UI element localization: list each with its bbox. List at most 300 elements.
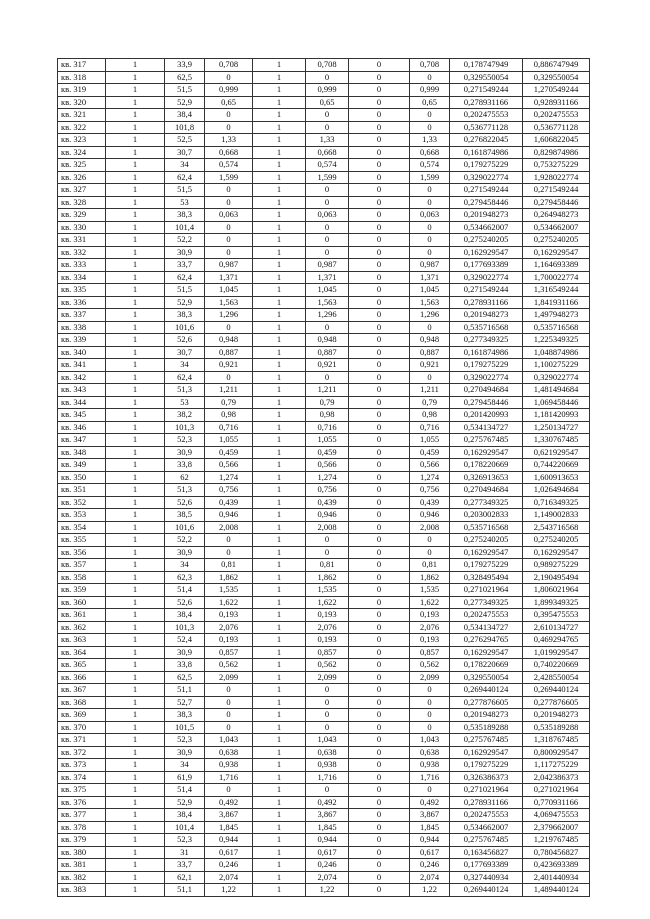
- share-cell: 0,534134727: [450, 621, 523, 634]
- apartment-cell: кв. 324: [58, 146, 106, 159]
- zero-cell: 0: [349, 159, 410, 172]
- value-repeat-cell: 0,668: [306, 146, 349, 159]
- zero-cell: 0: [349, 459, 410, 472]
- sum-cell: 0,271549244: [523, 184, 590, 197]
- share-cell: 0,329022774: [450, 171, 523, 184]
- area-cell: 34: [165, 759, 205, 772]
- factor-cell: 1: [253, 371, 306, 384]
- share-cell: 0,534134727: [450, 421, 523, 434]
- apartment-cell: кв. 375: [58, 784, 106, 797]
- area-cell: 51,3: [165, 484, 205, 497]
- value-repeat-cell: 1,274: [306, 471, 349, 484]
- zero-cell: 0: [349, 196, 410, 209]
- value-repeat-cell: 0,98: [306, 409, 349, 422]
- value-total-cell: 0,946: [410, 509, 450, 522]
- share-cell: 0,275767485: [450, 834, 523, 847]
- factor-cell: 1: [253, 771, 306, 784]
- count-cell: 1: [106, 484, 165, 497]
- apartment-cell: кв. 361: [58, 609, 106, 622]
- apartment-cell: кв. 334: [58, 271, 106, 284]
- value-cell: 0,81: [205, 559, 253, 572]
- value-repeat-cell: 0,79: [306, 396, 349, 409]
- factor-cell: 1: [253, 346, 306, 359]
- value-repeat-cell: 0,887: [306, 346, 349, 359]
- value-repeat-cell: 0: [306, 221, 349, 234]
- area-cell: 33,9: [165, 59, 205, 72]
- count-cell: 1: [106, 671, 165, 684]
- share-cell: 0,275767485: [450, 434, 523, 447]
- share-cell: 0,278931166: [450, 96, 523, 109]
- sum-cell: 0,329022774: [523, 371, 590, 384]
- share-cell: 0,179275229: [450, 559, 523, 572]
- apartment-cell: кв. 325: [58, 159, 106, 172]
- sum-cell: 0,928931166: [523, 96, 590, 109]
- value-cell: 0,459: [205, 446, 253, 459]
- value-cell: 0,987: [205, 259, 253, 272]
- count-cell: 1: [106, 884, 165, 897]
- area-cell: 62,1: [165, 871, 205, 884]
- table-row: [58, 496, 590, 509]
- area-cell: 52,2: [165, 234, 205, 247]
- value-cell: 0: [205, 234, 253, 247]
- share-cell: 0,269440124: [450, 884, 523, 897]
- factor-cell: 1: [253, 409, 306, 422]
- value-repeat-cell: 0,193: [306, 609, 349, 622]
- area-cell: 38,3: [165, 209, 205, 222]
- table-row: [58, 259, 590, 272]
- area-cell: 51,5: [165, 284, 205, 297]
- value-total-cell: 0,708: [410, 59, 450, 72]
- value-repeat-cell: 0: [306, 71, 349, 84]
- table-row: [58, 346, 590, 359]
- value-total-cell: 1,22: [410, 884, 450, 897]
- value-cell: 0: [205, 71, 253, 84]
- count-cell: 1: [106, 446, 165, 459]
- share-cell: 0,201420993: [450, 409, 523, 422]
- value-cell: 0,562: [205, 659, 253, 672]
- value-repeat-cell: 0,999: [306, 84, 349, 97]
- count-cell: 1: [106, 159, 165, 172]
- apartment-cell: кв. 320: [58, 96, 106, 109]
- value-repeat-cell: 0,566: [306, 459, 349, 472]
- value-cell: 1,296: [205, 309, 253, 322]
- sum-cell: 0,395475553: [523, 609, 590, 622]
- zero-cell: 0: [349, 209, 410, 222]
- value-total-cell: 1,211: [410, 384, 450, 397]
- table-row: [58, 396, 590, 409]
- value-total-cell: 0,944: [410, 834, 450, 847]
- value-total-cell: 0: [410, 234, 450, 247]
- sum-cell: 1,270549244: [523, 84, 590, 97]
- count-cell: 1: [106, 71, 165, 84]
- area-cell: 30,9: [165, 646, 205, 659]
- value-total-cell: 0,999: [410, 84, 450, 97]
- count-cell: 1: [106, 334, 165, 347]
- factor-cell: 1: [253, 171, 306, 184]
- table-row: [58, 621, 590, 634]
- count-cell: 1: [106, 434, 165, 447]
- factor-cell: 1: [253, 571, 306, 584]
- value-total-cell: 0,246: [410, 859, 450, 872]
- value-cell: 0,938: [205, 759, 253, 772]
- zero-cell: 0: [349, 259, 410, 272]
- share-cell: 0,536771128: [450, 121, 523, 134]
- value-cell: 0: [205, 534, 253, 547]
- sum-cell: 1,100275229: [523, 359, 590, 372]
- area-cell: 52,9: [165, 296, 205, 309]
- value-total-cell: 1,622: [410, 596, 450, 609]
- table-row: [58, 659, 590, 672]
- zero-cell: 0: [349, 659, 410, 672]
- table-row: [58, 596, 590, 609]
- area-cell: 33,7: [165, 859, 205, 872]
- value-cell: 0: [205, 709, 253, 722]
- value-total-cell: 0,938: [410, 759, 450, 772]
- value-total-cell: 0: [410, 321, 450, 334]
- count-cell: 1: [106, 246, 165, 259]
- count-cell: 1: [106, 721, 165, 734]
- table-row: [58, 184, 590, 197]
- sum-cell: 0,800929547: [523, 746, 590, 759]
- share-cell: 0,276294765: [450, 634, 523, 647]
- sum-cell: 0,829874986: [523, 146, 590, 159]
- area-cell: 38,5: [165, 509, 205, 522]
- share-cell: 0,178220669: [450, 459, 523, 472]
- table-row: [58, 421, 590, 434]
- zero-cell: 0: [349, 734, 410, 747]
- count-cell: 1: [106, 346, 165, 359]
- factor-cell: 1: [253, 284, 306, 297]
- sum-cell: 0,716349325: [523, 496, 590, 509]
- value-total-cell: 3,867: [410, 809, 450, 822]
- count-cell: 1: [106, 96, 165, 109]
- factor-cell: 1: [253, 84, 306, 97]
- sum-cell: 0,271021964: [523, 784, 590, 797]
- value-repeat-cell: 0,756: [306, 484, 349, 497]
- sum-cell: 0,275240205: [523, 534, 590, 547]
- table-row: [58, 309, 590, 322]
- value-total-cell: 0: [410, 534, 450, 547]
- zero-cell: 0: [349, 309, 410, 322]
- sum-cell: 0,279458446: [523, 196, 590, 209]
- zero-cell: 0: [349, 371, 410, 384]
- sum-cell: 1,219767485: [523, 834, 590, 847]
- area-cell: 30,7: [165, 146, 205, 159]
- share-cell: 0,162929547: [450, 746, 523, 759]
- value-total-cell: 0,439: [410, 496, 450, 509]
- count-cell: 1: [106, 534, 165, 547]
- table-row: [58, 59, 590, 72]
- apartment-cell: кв. 319: [58, 84, 106, 97]
- table-row: [58, 634, 590, 647]
- zero-cell: 0: [349, 71, 410, 84]
- value-cell: 0,857: [205, 646, 253, 659]
- apartment-cell: кв. 370: [58, 721, 106, 734]
- area-cell: 38,4: [165, 609, 205, 622]
- value-repeat-cell: 0: [306, 246, 349, 259]
- share-cell: 0,534662007: [450, 821, 523, 834]
- apartment-cell: кв. 322: [58, 121, 106, 134]
- table-row: [58, 871, 590, 884]
- apartment-cell: кв. 333: [58, 259, 106, 272]
- zero-cell: 0: [349, 609, 410, 622]
- apartment-cell: кв. 381: [58, 859, 106, 872]
- zero-cell: 0: [349, 334, 410, 347]
- count-cell: 1: [106, 871, 165, 884]
- factor-cell: 1: [253, 71, 306, 84]
- sum-cell: 2,543716568: [523, 521, 590, 534]
- value-repeat-cell: 1,296: [306, 309, 349, 322]
- share-cell: 0,277349325: [450, 496, 523, 509]
- value-cell: 0: [205, 221, 253, 234]
- count-cell: 1: [106, 559, 165, 572]
- count-cell: 1: [106, 284, 165, 297]
- sum-cell: 0,753275229: [523, 159, 590, 172]
- zero-cell: 0: [349, 296, 410, 309]
- sum-cell: 0,740220669: [523, 659, 590, 672]
- factor-cell: 1: [253, 884, 306, 897]
- share-cell: 0,179275229: [450, 759, 523, 772]
- zero-cell: 0: [349, 534, 410, 547]
- area-cell: 52,3: [165, 834, 205, 847]
- table-row: [58, 134, 590, 147]
- factor-cell: 1: [253, 234, 306, 247]
- value-repeat-cell: 0,948: [306, 334, 349, 347]
- share-cell: 0,271549244: [450, 284, 523, 297]
- count-cell: 1: [106, 471, 165, 484]
- sum-cell: 1,048874986: [523, 346, 590, 359]
- value-total-cell: 0,063: [410, 209, 450, 222]
- count-cell: 1: [106, 459, 165, 472]
- value-total-cell: 0: [410, 196, 450, 209]
- factor-cell: 1: [253, 671, 306, 684]
- count-cell: 1: [106, 209, 165, 222]
- area-cell: 30,7: [165, 346, 205, 359]
- table-row: [58, 146, 590, 159]
- share-cell: 0,535716568: [450, 521, 523, 534]
- value-repeat-cell: 1,862: [306, 571, 349, 584]
- count-cell: 1: [106, 496, 165, 509]
- value-repeat-cell: 0: [306, 184, 349, 197]
- area-cell: 38,4: [165, 809, 205, 822]
- value-cell: 1,211: [205, 384, 253, 397]
- area-cell: 62,3: [165, 571, 205, 584]
- zero-cell: 0: [349, 559, 410, 572]
- value-repeat-cell: 0,246: [306, 859, 349, 872]
- factor-cell: 1: [253, 684, 306, 697]
- count-cell: 1: [106, 821, 165, 834]
- table-row: [58, 571, 590, 584]
- apartment-cell: кв. 327: [58, 184, 106, 197]
- value-total-cell: 1,862: [410, 571, 450, 584]
- value-repeat-cell: 0,987: [306, 259, 349, 272]
- zero-cell: 0: [349, 409, 410, 422]
- value-cell: 0,921: [205, 359, 253, 372]
- table-row: [58, 271, 590, 284]
- share-cell: 0,162929547: [450, 246, 523, 259]
- apartment-cell: кв. 366: [58, 671, 106, 684]
- area-cell: 51,4: [165, 584, 205, 597]
- sum-cell: 0,886747949: [523, 59, 590, 72]
- share-cell: 0,271021964: [450, 584, 523, 597]
- value-total-cell: 0,65: [410, 96, 450, 109]
- count-cell: 1: [106, 809, 165, 822]
- factor-cell: 1: [253, 434, 306, 447]
- value-total-cell: 0,987: [410, 259, 450, 272]
- area-cell: 34: [165, 559, 205, 572]
- value-cell: 0,063: [205, 209, 253, 222]
- sum-cell: 0,277876605: [523, 696, 590, 709]
- factor-cell: 1: [253, 484, 306, 497]
- value-repeat-cell: 1,599: [306, 171, 349, 184]
- count-cell: 1: [106, 546, 165, 559]
- apartment-cell: кв. 382: [58, 871, 106, 884]
- sum-cell: 1,806021964: [523, 584, 590, 597]
- count-cell: 1: [106, 609, 165, 622]
- value-cell: 0,65: [205, 96, 253, 109]
- area-cell: 51,1: [165, 884, 205, 897]
- table-row: [58, 546, 590, 559]
- area-cell: 101,3: [165, 421, 205, 434]
- value-total-cell: 1,055: [410, 434, 450, 447]
- table-row: [58, 609, 590, 622]
- sum-cell: 4,069475553: [523, 809, 590, 822]
- zero-cell: 0: [349, 509, 410, 522]
- area-cell: 52,3: [165, 434, 205, 447]
- share-cell: 0,271021964: [450, 784, 523, 797]
- area-cell: 33,8: [165, 659, 205, 672]
- area-cell: 62,4: [165, 271, 205, 284]
- apartment-cell: кв. 338: [58, 321, 106, 334]
- value-cell: 0,193: [205, 634, 253, 647]
- share-cell: 0,271549244: [450, 84, 523, 97]
- apartment-cell: кв. 383: [58, 884, 106, 897]
- value-repeat-cell: 1,045: [306, 284, 349, 297]
- area-cell: 101,4: [165, 821, 205, 834]
- table-row: [58, 684, 590, 697]
- value-repeat-cell: 2,074: [306, 871, 349, 884]
- sum-cell: 1,316549244: [523, 284, 590, 297]
- value-repeat-cell: 0,492: [306, 796, 349, 809]
- sum-cell: 0,770931166: [523, 796, 590, 809]
- count-cell: 1: [106, 634, 165, 647]
- sum-cell: 2,379662007: [523, 821, 590, 834]
- zero-cell: 0: [349, 709, 410, 722]
- table-row: [58, 96, 590, 109]
- count-cell: 1: [106, 234, 165, 247]
- share-cell: 0,179275229: [450, 159, 523, 172]
- value-total-cell: 0,98: [410, 409, 450, 422]
- sum-cell: 1,149002833: [523, 509, 590, 522]
- count-cell: 1: [106, 271, 165, 284]
- factor-cell: 1: [253, 746, 306, 759]
- count-cell: 1: [106, 859, 165, 872]
- value-repeat-cell: 0,81: [306, 559, 349, 572]
- sum-cell: 0,535189288: [523, 721, 590, 734]
- share-cell: 0,161874986: [450, 146, 523, 159]
- area-cell: 53: [165, 196, 205, 209]
- sum-cell: 0,269440124: [523, 684, 590, 697]
- zero-cell: 0: [349, 346, 410, 359]
- sum-cell: 1,225349325: [523, 334, 590, 347]
- value-repeat-cell: 0,708: [306, 59, 349, 72]
- apartment-cell: кв. 359: [58, 584, 106, 597]
- apartment-cell: кв. 323: [58, 134, 106, 147]
- share-cell: 0,202475553: [450, 809, 523, 822]
- area-cell: 51,5: [165, 84, 205, 97]
- apartment-cell: кв. 364: [58, 646, 106, 659]
- zero-cell: 0: [349, 571, 410, 584]
- table-row: [58, 509, 590, 522]
- table-row: [58, 334, 590, 347]
- value-total-cell: 0: [410, 371, 450, 384]
- zero-cell: 0: [349, 421, 410, 434]
- area-cell: 38,3: [165, 309, 205, 322]
- zero-cell: 0: [349, 246, 410, 259]
- area-cell: 51,5: [165, 184, 205, 197]
- sum-cell: 1,318767485: [523, 734, 590, 747]
- factor-cell: 1: [253, 659, 306, 672]
- area-cell: 62,5: [165, 71, 205, 84]
- value-cell: 0: [205, 196, 253, 209]
- table-row: [58, 434, 590, 447]
- value-repeat-cell: 0,938: [306, 759, 349, 772]
- table-row: [58, 834, 590, 847]
- zero-cell: 0: [349, 521, 410, 534]
- zero-cell: 0: [349, 221, 410, 234]
- area-cell: 62,5: [165, 671, 205, 684]
- value-total-cell: 2,076: [410, 621, 450, 634]
- share-cell: 0,278931166: [450, 796, 523, 809]
- table-row: [58, 446, 590, 459]
- count-cell: 1: [106, 784, 165, 797]
- value-repeat-cell: 0: [306, 709, 349, 722]
- table-row: [58, 459, 590, 472]
- value-total-cell: 0,492: [410, 796, 450, 809]
- apartment-cell: кв. 321: [58, 109, 106, 122]
- factor-cell: 1: [253, 709, 306, 722]
- share-cell: 0,535189288: [450, 721, 523, 734]
- value-total-cell: 0,81: [410, 559, 450, 572]
- sum-cell: 0,535716568: [523, 321, 590, 334]
- factor-cell: 1: [253, 534, 306, 547]
- value-repeat-cell: 3,867: [306, 809, 349, 822]
- sum-cell: 1,330767485: [523, 434, 590, 447]
- share-cell: 0,177693389: [450, 259, 523, 272]
- apartment-cell: кв. 343: [58, 384, 106, 397]
- apartment-cell: кв. 379: [58, 834, 106, 847]
- sum-cell: 0,162929547: [523, 246, 590, 259]
- table-row: [58, 696, 590, 709]
- count-cell: 1: [106, 509, 165, 522]
- value-cell: 0,999: [205, 84, 253, 97]
- value-total-cell: 0: [410, 121, 450, 134]
- table-row: [58, 821, 590, 834]
- zero-cell: 0: [349, 434, 410, 447]
- zero-cell: 0: [349, 471, 410, 484]
- apartment-cell: кв. 342: [58, 371, 106, 384]
- value-cell: 1,599: [205, 171, 253, 184]
- value-repeat-cell: 0,857: [306, 646, 349, 659]
- sum-cell: 0,423693389: [523, 859, 590, 872]
- sum-cell: 1,700022774: [523, 271, 590, 284]
- value-repeat-cell: 0,193: [306, 634, 349, 647]
- value-total-cell: 1,33: [410, 134, 450, 147]
- count-cell: 1: [106, 421, 165, 434]
- sum-cell: 0,162929547: [523, 546, 590, 559]
- value-total-cell: 0: [410, 221, 450, 234]
- value-total-cell: 0,921: [410, 359, 450, 372]
